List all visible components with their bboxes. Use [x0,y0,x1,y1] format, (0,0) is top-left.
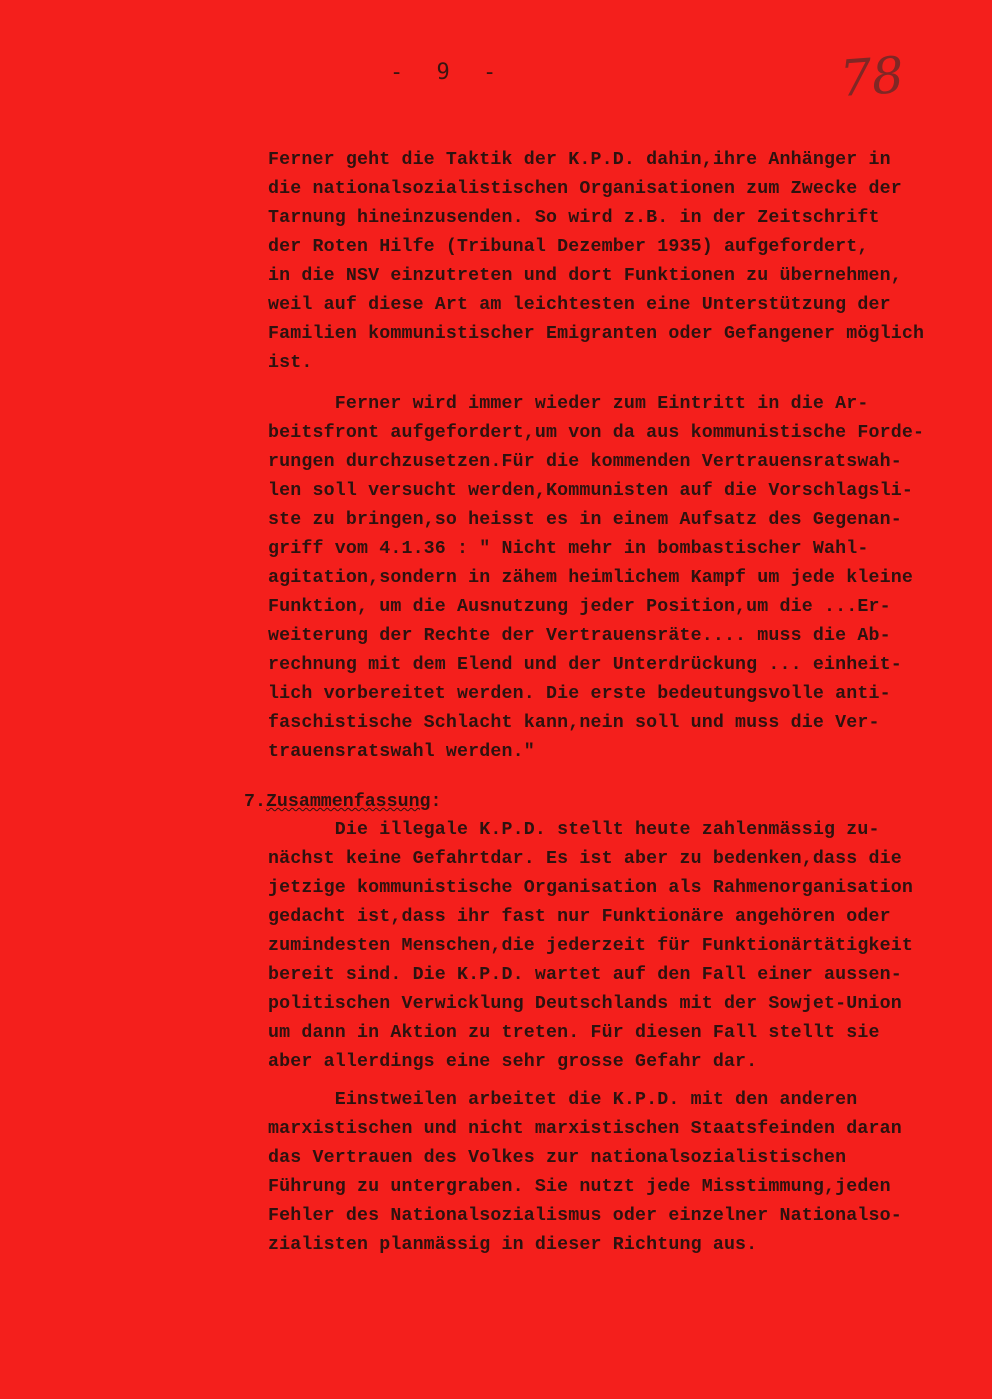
text-line: rungen durchzusetzen.Für die kommenden Vertrauensratswah- [268,452,902,472]
text-line: gedacht ist,dass ihr fast nur Funktionäre angehören oder [268,907,891,927]
text-line: jetzige kommunistische Organisation als Rahmenorganisation [268,878,913,898]
text-line: Funktion, um die Ausnutzung jeder Position,um die ...Er- [268,597,891,617]
text-line: faschistische Schlacht kann,nein soll und muss die Ver- [268,713,880,733]
text-line: lich vorbereitet werden. Die erste bedeutungsvolle anti- [268,684,891,704]
paragraph-2 [268,390,924,767]
text-line: zumindesten Menschen,die jederzeit für Funktionärtätigkeit [268,936,913,956]
text-line: weil auf diese Art am leichtesten eine Unterstützung der [268,295,891,315]
text-line: beitsfront aufgefordert,um von da aus kommunistische Forde- [268,423,925,443]
text-line: rechnung mit dem Elend und der Unterdrückung ... einheit- [268,655,902,675]
text-line: len soll versucht werden,Kommunisten auf die Vorschlagsli- [268,481,913,501]
text-line: aber allerdings eine sehr grosse Gefahr dar. [268,1052,758,1072]
text-line: griff vom 4.1.36 : " Nicht mehr in bombastischer Wahl- [268,539,869,559]
text-line: ste zu bringen,so heisst es in einem Aufsatz des Gegenan- [268,510,902,530]
summary-paragraph-1 [268,816,913,1077]
page-number: - 9 - [390,60,507,85]
text-line: zialisten planmässig in dieser Richtung aus. [268,1235,758,1255]
text-line: Familien kommunistischer Emigranten oder Gefangener möglich [268,324,925,344]
text-line: trauensratswahl werden." [268,742,535,762]
text-line: Ferner wird immer wieder zum Eintritt in die Ar- [268,394,869,414]
text-line: die nationalsozialistischen Organisationen zum Zwecke der [268,179,902,199]
text-line: Führung zu untergraben. Sie nutzt jede Misstimmung,jeden [268,1177,891,1197]
summary-paragraph-2 [268,1086,902,1260]
text-line: ist. [268,353,313,373]
text-line: Die illegale K.P.D. stellt heute zahlenmässig zu- [268,820,880,840]
section-title: Zusammenfassung [265,792,431,812]
section-colon: : [430,792,442,812]
text-line: Fehler des Nationalsozialismus oder einzelner Nationalso- [268,1206,902,1226]
text-line: in die NSV einzutreten und dort Funktionen zu übernehmen, [268,266,902,286]
text-line: nächst keine Gefahrtdar. Es ist aber zu bedenken,dass die [268,849,902,869]
section-heading [244,788,442,817]
section-number: 7. [244,792,266,812]
text-line: um dann in Aktion zu treten. Für diesen Fall stellt sie [268,1023,880,1043]
handwritten-folio-number: 78 [838,45,906,109]
text-line: der Roten Hilfe (Tribunal Dezember 1935) aufgefordert, [268,237,869,257]
scan-margin [992,0,1000,1399]
text-line: marxistischen und nicht marxistischen Staatsfeinden daran [268,1119,902,1139]
text-line: bereit sind. Die K.P.D. wartet auf den Fall einer aussen- [268,965,902,985]
text-line: Einstweilen arbeitet die K.P.D. mit den anderen [268,1090,858,1110]
paragraph-1 [268,146,924,378]
text-line: weiterung der Rechte der Vertrauensräte.... muss die Ab- [268,626,891,646]
text-line: Tarnung hineinzusenden. So wird z.B. in der Zeitschrift [268,208,880,228]
text-line: agitation,sondern in zähem heimlichem Kampf um jede kleine [268,568,913,588]
text-line: politischen Verwicklung Deutschlands mit der Sowjet-Union [268,994,902,1014]
text-line: das Vertrauen des Volkes zur nationalsozialistischen [268,1148,847,1168]
text-line: Ferner geht die Taktik der K.P.D. dahin,ihre Anhänger in [268,150,891,170]
